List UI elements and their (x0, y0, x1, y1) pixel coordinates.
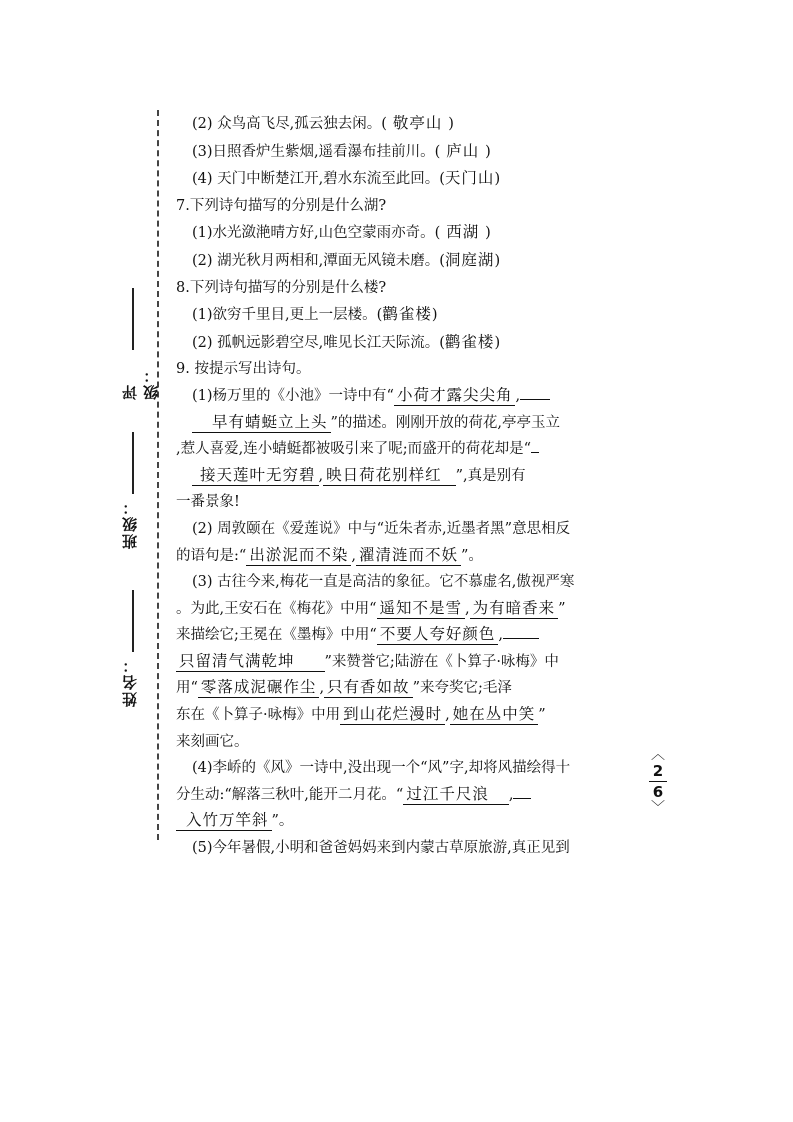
fraction-bar (649, 781, 667, 782)
answer-text: 鹳雀楼 (382, 305, 432, 324)
name-field (119, 590, 149, 710)
item-9-1-line1 (170, 383, 650, 410)
answer-blank[interactable]: 为有暗香来 (470, 598, 559, 619)
cut-line (157, 110, 159, 840)
item-9-3-line5 (170, 675, 650, 702)
item-9-3-line6 (170, 702, 650, 729)
question-8-heading: 8.下列诗句描写的分别是什么楼? (176, 279, 387, 296)
item-9-1-line5: 一番景象! (176, 494, 240, 511)
answer-blank[interactable]: 不要人夸好颜色 (377, 624, 499, 645)
answer-blank[interactable]: 入竹万竿斜 (176, 810, 272, 831)
item-9-2-line1: (2) 周敦颐在《爱莲说》中与“近朱者赤,近墨者黑”意思相反 (192, 520, 571, 537)
item-9-1-line2 (170, 410, 650, 437)
total-pages: 6 (652, 783, 664, 801)
question-text: ) (485, 225, 491, 242)
question-text: (2) 众鸟高飞尽,孤云独去闲。( (192, 116, 387, 132)
question-text: (3)日照香炉生紫烟,遥看瀑布挂前川。( (192, 143, 441, 160)
question-text: ) (448, 116, 454, 132)
answer-blank[interactable]: 出淤泥而不染 (246, 545, 351, 566)
question-text: ”的描述。刚刚开放的荷花,亭亭玉立 (330, 414, 561, 431)
answer-text: 庐山 (440, 141, 486, 160)
question-text: (1)欲穷千里目,更上一层楼。( (192, 307, 383, 324)
answer-blank[interactable]: 映日荷花别样红 (323, 465, 456, 486)
item-9-3-line3 (170, 622, 650, 649)
answer-blank[interactable]: 只留清气满乾坤 (176, 651, 325, 672)
question-text: , (318, 467, 324, 484)
name-label: 姓名： (121, 656, 139, 707)
answer-blank-tail (513, 798, 531, 799)
item-9-3-line4 (170, 649, 650, 676)
question-text: (2) 湖光秋月两相和,潭面无风镜未磨。( (192, 252, 445, 269)
worksheet-content (170, 110, 650, 862)
class-blank[interactable] (132, 432, 134, 494)
item-7-2 (170, 247, 650, 275)
question-text: 用“ (176, 680, 198, 697)
question-9-heading: 9. 按提示写出诗句。 (176, 361, 311, 378)
question-text: (2) 孤帆远影碧空尽,唯见长江天际流。( (192, 334, 445, 351)
binding-margin (115, 110, 159, 840)
answer-text: 洞庭湖 (444, 250, 495, 269)
answer-blank[interactable]: 到山花烂漫时 (340, 704, 445, 725)
question-text: 。为此,王安石在《梅花》中用“ (176, 600, 377, 617)
question-text: ”来赞誉它;陆游在《卜算子·咏梅》中 (324, 653, 559, 670)
item-8-2 (170, 329, 650, 357)
class-field (119, 432, 149, 562)
question-text: , (515, 387, 521, 404)
answer-blank[interactable]: 她在丛中笑 (450, 704, 539, 725)
question-text: (1)水光潋滟晴方好,山色空蒙雨亦奇。( (192, 225, 441, 242)
answer-text: 鹳雀楼 (444, 332, 495, 351)
item-7-1 (170, 219, 650, 247)
question-text: ”。 (460, 547, 483, 564)
question-text: , (508, 786, 514, 803)
question-text: 的语句是:“ (176, 547, 247, 564)
question-text: ”。 (271, 813, 294, 830)
question-text: , (465, 600, 470, 617)
question-text: ” (558, 600, 566, 617)
question-text: ) (494, 252, 501, 269)
answer-blank[interactable]: 接天莲叶无穷碧 (192, 465, 319, 486)
current-page: 2 (652, 762, 664, 780)
answer-blank-tail (531, 452, 539, 453)
question-text: (4) 天门中断楚江开,碧水东流至此回。( (192, 171, 445, 188)
question-text: (1)杨万里的《小池》一诗中有“ (192, 387, 394, 404)
item-9-3-line1: (3) 古往今来,梅花一直是高洁的象征。它不慕虚名,傲视严寒 (192, 574, 575, 591)
answer-text: 天门山 (444, 169, 495, 188)
question-text: ”来夸奖它;毛泽 (412, 680, 512, 697)
question-text: ”,真是别有 (455, 467, 526, 484)
question-text: ) (494, 334, 501, 351)
question-7-heading: 7.下列诗句描写的分别是什么湖? (176, 197, 387, 214)
answer-blank[interactable]: 零落成泥碾作尘 (198, 677, 320, 698)
grade-blank[interactable] (132, 288, 134, 350)
answer-blank[interactable]: 只有香如故 (324, 677, 413, 698)
item-9-5-line1: (5)今年暑假,小明和爸爸妈妈来到内蒙古草原旅游,真正见到 (192, 840, 570, 857)
item-6-2 (170, 110, 650, 138)
question-text: , (445, 707, 450, 724)
answer-blank-tail (520, 399, 550, 400)
item-9-4-line3 (170, 808, 650, 835)
answer-blank[interactable]: 小荷才露尖尖角 (394, 385, 516, 406)
class-label: 班级： (121, 498, 139, 549)
question-text: 东在《卜算子·咏梅》中用 (176, 707, 341, 724)
question-text: ,惹人喜爱,连小蜻蜓都被吸引来了呢;而盛开的荷花却是“ (176, 441, 532, 458)
item-6-4 (170, 165, 650, 193)
chevron-up-icon: ︿ (651, 747, 665, 763)
question-text: , (319, 680, 325, 697)
chevron-down-icon: ﹀ (651, 800, 665, 816)
item-9-3-line2 (170, 596, 650, 623)
item-9-4-line1: (4)李峤的《风》一诗中,没出现一个“风”字,却将风描绘得十 (192, 760, 571, 777)
answer-blank[interactable]: 濯清涟而不妖 (356, 545, 461, 566)
question-text: , (351, 547, 356, 564)
answer-text: 敬亭山 (386, 114, 449, 132)
question-text: ) (431, 307, 438, 324)
item-9-4-line2 (170, 782, 650, 809)
answer-text: 西湖 (440, 223, 486, 242)
answer-blank-tail (503, 638, 539, 639)
question-text: 分生动:“解落三秋叶,能开二月花。“ (176, 786, 404, 803)
answer-blank[interactable]: 遥知不是雪 (377, 598, 466, 619)
question-text: 来描绘它;王冕在《墨梅》中用“ (176, 627, 377, 644)
question-text: ) (494, 171, 501, 188)
item-8-1 (170, 301, 650, 329)
answer-blank[interactable]: 早有蜻蜓立上头 (192, 412, 331, 433)
item-9-2-line2 (170, 543, 650, 570)
item-9-3-line7: 来刻画它。 (176, 733, 249, 750)
answer-blank[interactable]: 过江千尺浪 (403, 784, 509, 805)
item-9-1-line3 (170, 436, 650, 463)
question-text: ” (538, 707, 546, 724)
grade-field (119, 288, 160, 400)
question-text: ) (485, 143, 491, 160)
grade-label: 评级： (121, 366, 160, 400)
question-text: , (498, 627, 503, 644)
page-indicator (644, 748, 672, 815)
item-6-3 (170, 138, 650, 166)
item-9-1-line4 (170, 463, 650, 490)
name-blank[interactable] (132, 590, 134, 652)
